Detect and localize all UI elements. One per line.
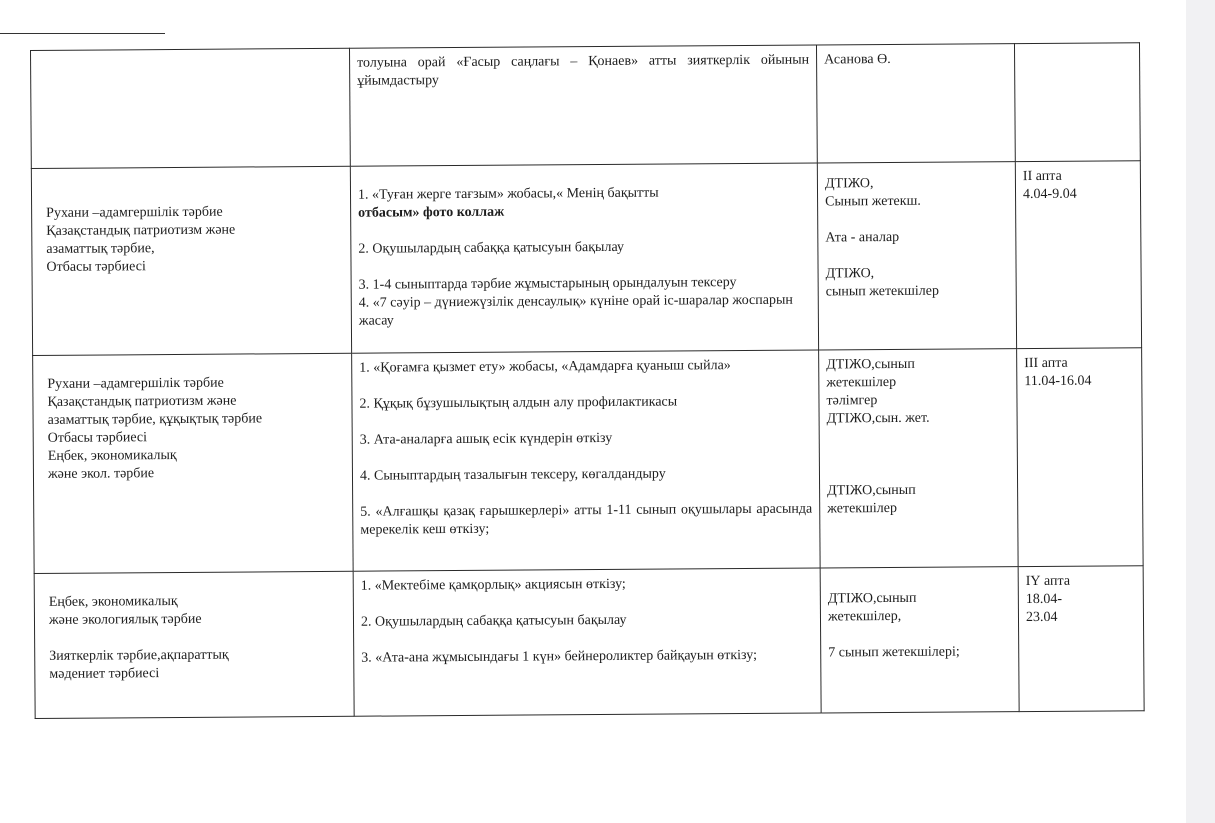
period-cell <box>1014 43 1140 162</box>
activities-cell <box>349 45 817 166</box>
plan-table <box>30 42 1145 719</box>
activity-text: толуына орай «Ғасыр саңлағы – Қонаев» атты зияткерлік ойынын ұйымдастыру <box>357 52 810 89</box>
activities-cell <box>350 163 818 353</box>
responsible-text: ДТІЖО,сынып <box>827 590 917 607</box>
responsible-cell <box>817 162 1016 350</box>
activity-text: 2. Оқушылардың сабаққа қатысуын бақылау <box>358 239 624 257</box>
responsible-text: сынып жетекшілер <box>825 283 939 300</box>
direction-line: Отбасы тәрбиесі <box>47 430 148 446</box>
direction-line: Еңбек, экономикалық <box>48 593 178 610</box>
activities-cell <box>353 568 821 716</box>
activity-text: 3. 1-4 сыныптарда тәрбие жұмыстарының орындалуын тексеру <box>358 275 737 293</box>
responsible-cell <box>820 567 1019 713</box>
document-page <box>30 42 1113 725</box>
direction-line: мәдениет тәрбиесі <box>49 666 160 682</box>
direction-line: Зияткерлік тәрбие,ақпараттық <box>49 647 229 664</box>
activity-text: 3. «Ата-ана жұмысындағы 1 күн» бейнероликтер байқауын өткізу; <box>361 647 758 666</box>
direction-cell <box>34 571 354 718</box>
direction-line: азаматтық тәрбие, <box>46 241 155 257</box>
direction-line: Еңбек, экономикалық <box>47 447 177 464</box>
header-rule <box>0 33 165 34</box>
responsible-text: ДТІЖО,сынып <box>827 482 916 499</box>
responsible-text: жетекшілер <box>826 374 897 391</box>
direction-line: және экол. тәрбие <box>47 466 155 482</box>
responsible-text: ДТІЖО,сын. жет. <box>826 410 930 427</box>
week-label: ІІІ апта <box>1024 355 1068 372</box>
activity-text: 1. «Мектебіме қамқорлық» акциясын өткізу; <box>360 576 626 594</box>
responsible-text: Ата - аналар <box>825 229 900 246</box>
responsible-text: тәлімгер <box>826 393 878 409</box>
activity-text: 1. «Туған жерге тағзым» жобасы,« Менің бақытты <box>357 185 659 203</box>
responsible-cell <box>819 349 1019 568</box>
week-dates: 11.04-16.04 <box>1024 373 1092 390</box>
direction-line: Рухани –адамгершілік тәрбие <box>47 375 224 392</box>
direction-line: азаматтық тәрбие, құқықтық тәрбие <box>47 411 263 428</box>
table-row <box>31 43 1141 169</box>
activity-text: 4. «7 сәуір – дүниежүзілік денсаулық» күніне орай іс-шаралар жоспарын жасау <box>358 292 793 329</box>
direction-line: Рухани –адамгершілік тәрбие <box>46 204 223 221</box>
responsible-text: жетекшілер <box>827 500 897 517</box>
responsible-cell <box>816 44 1015 163</box>
activity-text: 4. Сыныптардың тазалығын тексеру, көгалдандыру <box>359 466 666 484</box>
activity-text: отбасым» фото коллаж <box>358 204 505 221</box>
responsible-text: ДТІЖО,сынып <box>826 356 915 373</box>
direction-cell <box>31 166 351 355</box>
period-cell <box>1017 348 1144 567</box>
period-cell <box>1015 161 1141 349</box>
activities-cell <box>352 350 821 571</box>
activity-text: 1. «Қоғамға қызмет ету» жобасы, «Адамдарға қуаныш сыйла» <box>359 358 731 376</box>
week-dates: 23.04 <box>1025 609 1058 626</box>
direction-cell <box>31 48 351 168</box>
direction-line: Отбасы тәрбиесі <box>46 259 146 275</box>
responsible-text: ДТІЖО, <box>824 176 874 192</box>
table-row <box>34 566 1144 719</box>
week-dates: 18.04- <box>1025 591 1063 608</box>
table-row <box>33 348 1143 574</box>
responsible-text: 7 сынып жетекшілері; <box>828 644 960 661</box>
activity-text: 5. «Алғашқы қазақ ғарышкерлері» атты 1-11 сынып оқушылары арасында мерекелік кеш өткізу; <box>360 501 813 538</box>
direction-line: Қазақстандық патриотизм және <box>46 222 236 239</box>
direction-line: Қазақстандық патриотизм және <box>47 393 237 410</box>
direction-line: және экологиялық тәрбие <box>48 611 202 628</box>
activity-text: 3. Ата-аналарға ашық есік күндерін өткізу <box>359 430 613 448</box>
table-row <box>31 161 1141 356</box>
responsible-text: Асанова Ө. <box>824 51 891 68</box>
week-label: ІҮ апта <box>1025 573 1071 590</box>
responsible-text: Сынып жетекш. <box>825 193 921 210</box>
responsible-text: жетекшілер, <box>827 608 902 625</box>
week-label: ІІ апта <box>1022 168 1062 185</box>
responsible-text: ДТІЖО, <box>825 266 875 282</box>
viewer-side-strip <box>1186 0 1215 823</box>
activity-text: 2. Құқық бұзушылықтың алдын алу профилактикасы <box>359 394 678 412</box>
direction-cell <box>33 353 354 573</box>
activity-text: 2. Оқушылардың сабаққа қатысуын бақылау <box>360 612 627 630</box>
week-dates: 4.04-9.04 <box>1022 186 1077 203</box>
period-cell <box>1018 566 1144 712</box>
